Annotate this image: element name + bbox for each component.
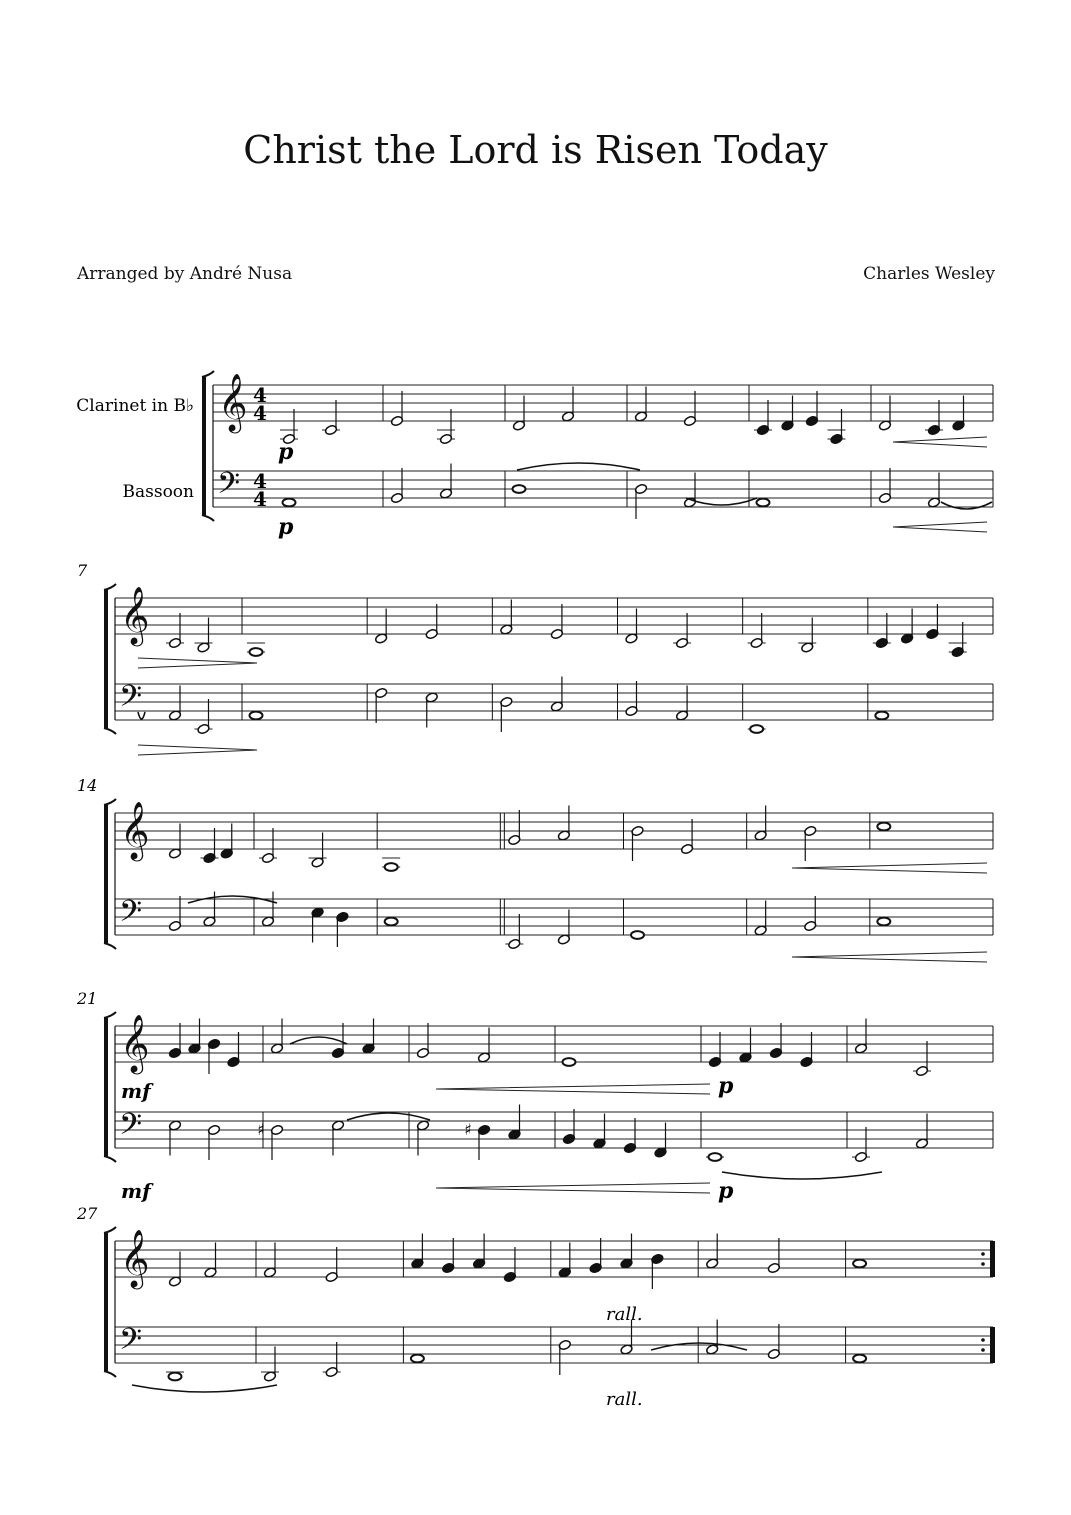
treble-clef: 𝄞 — [218, 373, 248, 431]
repeat-dot — [981, 1338, 985, 1342]
note — [464, 1120, 491, 1160]
bracket-top-curl — [104, 1227, 116, 1233]
notehead — [283, 499, 296, 507]
note — [558, 1339, 571, 1375]
note — [425, 692, 438, 728]
crescendo-hairpin — [893, 437, 987, 447]
treble-clef: 𝄞 — [120, 586, 150, 644]
crescendo-hairpin — [436, 1084, 710, 1094]
decrescendo-hairpin — [138, 745, 257, 755]
note — [500, 696, 513, 732]
note — [168, 1120, 181, 1156]
note — [508, 810, 521, 846]
time-signature-beats: 4 — [253, 383, 267, 407]
note — [416, 1120, 429, 1156]
final-barline — [990, 1327, 995, 1363]
note — [207, 1038, 220, 1074]
note — [680, 819, 693, 855]
bass-clef: 𝄢 — [119, 1323, 143, 1364]
note — [513, 485, 526, 493]
tie — [290, 1037, 347, 1044]
note — [675, 686, 688, 722]
note — [927, 473, 940, 509]
note — [382, 858, 400, 871]
note — [166, 1372, 184, 1380]
note — [625, 681, 638, 717]
instrument-label-upper: Clarinet in B♭ — [76, 396, 194, 416]
measure-number: 14 — [77, 776, 98, 795]
note — [589, 1238, 602, 1274]
tie — [651, 1343, 747, 1350]
note — [385, 918, 398, 926]
note — [550, 677, 563, 713]
note — [706, 1320, 719, 1356]
system — [76, 989, 993, 1163]
note — [767, 1324, 780, 1360]
note — [375, 687, 388, 723]
note — [220, 824, 233, 860]
notehead — [411, 1355, 424, 1363]
page-title: Christ the Lord is Risen Today — [243, 128, 828, 172]
note — [852, 1127, 870, 1163]
note — [754, 901, 767, 937]
note — [261, 1347, 279, 1383]
dynamic-mf: mf — [121, 1179, 151, 1203]
note — [593, 1114, 606, 1150]
note — [411, 1234, 424, 1270]
note — [769, 1023, 782, 1059]
rallentando-text: rall. — [606, 1389, 643, 1410]
note — [804, 896, 817, 932]
note — [634, 483, 647, 519]
system — [77, 561, 993, 735]
note — [325, 1247, 338, 1283]
note — [878, 396, 891, 432]
note — [477, 1028, 490, 1064]
note — [798, 618, 816, 654]
note — [416, 1023, 429, 1059]
note — [442, 1238, 455, 1274]
note — [508, 1105, 521, 1141]
time-signature-unit: 4 — [253, 401, 267, 425]
dynamic-p: p — [718, 1073, 734, 1099]
final-barline — [990, 1241, 995, 1277]
bracket-bottom-curl — [104, 1371, 116, 1377]
note — [227, 1032, 240, 1068]
system — [77, 776, 993, 950]
notehead — [385, 918, 398, 926]
note — [804, 825, 817, 861]
treble-clef: 𝄞 — [120, 1229, 150, 1287]
system — [76, 1204, 995, 1382]
bracket-top-curl — [202, 371, 214, 377]
bracket-bottom-curl — [104, 1156, 116, 1162]
tie — [941, 502, 992, 509]
note — [926, 604, 939, 640]
note — [247, 643, 265, 656]
note — [557, 910, 570, 946]
note — [505, 914, 523, 950]
note — [336, 911, 349, 947]
note — [557, 806, 570, 842]
note — [651, 1253, 664, 1289]
note — [425, 604, 438, 640]
note — [562, 1109, 575, 1145]
note — [331, 1120, 344, 1156]
repeat-dot — [981, 1252, 985, 1256]
decrescendo-hairpin — [138, 658, 257, 668]
note — [754, 400, 772, 436]
note — [767, 1238, 780, 1274]
note — [654, 1123, 667, 1159]
note — [706, 1234, 719, 1270]
rallentando-text: rall. — [606, 1304, 643, 1325]
note — [259, 828, 277, 864]
note — [207, 1124, 220, 1160]
note — [362, 1019, 375, 1055]
note — [195, 618, 213, 654]
measure-number: 7 — [77, 561, 88, 580]
composer-credit: Charles Wesley — [863, 264, 995, 284]
note — [168, 686, 181, 722]
note — [913, 1041, 931, 1077]
note — [257, 1120, 284, 1160]
note — [311, 907, 324, 943]
note — [706, 1153, 724, 1161]
note — [168, 1252, 181, 1288]
note — [550, 604, 563, 640]
note — [683, 391, 696, 427]
note — [283, 499, 296, 507]
notehead — [169, 1373, 182, 1381]
note — [439, 464, 452, 500]
note — [925, 400, 943, 436]
notehead — [877, 823, 890, 831]
note — [411, 1355, 424, 1363]
note — [748, 613, 766, 649]
notehead — [877, 918, 890, 926]
bass-clef: 𝄢 — [119, 895, 143, 936]
notehead — [875, 712, 888, 720]
note — [708, 1032, 721, 1068]
tie — [686, 498, 757, 505]
arranger-credit: Arranged by André Nusa — [77, 264, 293, 284]
time-signature-unit: 4 — [253, 487, 267, 511]
crescendo-hairpin — [792, 863, 987, 873]
tie — [347, 1113, 430, 1120]
note — [631, 931, 644, 939]
note — [168, 824, 181, 860]
notehead — [757, 499, 770, 507]
system — [202, 371, 993, 521]
note — [949, 622, 967, 658]
note — [877, 823, 890, 831]
notehead — [563, 1058, 576, 1066]
repeat-dot — [981, 1262, 985, 1266]
note — [757, 499, 770, 507]
notehead — [250, 712, 263, 720]
time-signature-beats: 4 — [253, 469, 267, 493]
treble-clef: 𝄞 — [120, 801, 150, 859]
note — [168, 1023, 181, 1059]
note — [558, 1243, 571, 1279]
sharp-accidental: ♯ — [464, 1120, 472, 1139]
notehead — [250, 648, 263, 656]
note — [270, 1019, 283, 1055]
note — [503, 1247, 516, 1283]
note — [375, 609, 388, 645]
note — [188, 1019, 201, 1055]
note — [500, 600, 513, 636]
instrument-label-lower: Bassoon — [122, 482, 194, 502]
note — [853, 1355, 866, 1363]
notehead — [750, 725, 763, 733]
note — [166, 613, 184, 649]
note — [875, 712, 888, 720]
note — [561, 387, 574, 423]
note — [437, 409, 455, 445]
treble-clef: 𝄞 — [120, 1014, 150, 1072]
note — [390, 391, 403, 427]
notehead — [385, 863, 398, 871]
bracket-top-curl — [104, 1012, 116, 1018]
note — [739, 1028, 752, 1064]
note — [250, 712, 263, 720]
dynamic-p: p — [718, 1178, 734, 1204]
note — [915, 1114, 928, 1150]
sharp-accidental: ♯ — [257, 1120, 265, 1139]
bass-clef: 𝄢 — [119, 1108, 143, 1149]
notehead — [853, 1355, 866, 1363]
note — [620, 1234, 633, 1270]
note — [472, 1234, 485, 1270]
note — [322, 400, 340, 436]
note — [512, 396, 525, 432]
crescendo-hairpin — [792, 952, 987, 962]
note — [683, 473, 696, 509]
note — [853, 1260, 866, 1268]
note — [168, 896, 181, 932]
note — [748, 725, 766, 733]
bass-clef: 𝄢 — [119, 680, 143, 721]
dynamic-p: p — [278, 514, 294, 540]
note — [828, 409, 846, 445]
note — [201, 828, 219, 864]
note — [873, 613, 891, 649]
crescendo-hairpin — [436, 1183, 710, 1193]
notehead — [853, 1260, 866, 1268]
bracket-top-curl — [104, 799, 116, 805]
note — [754, 806, 767, 842]
crescendo-hairpin — [893, 522, 987, 532]
measure-number: 27 — [77, 1204, 98, 1223]
bass-clef: 𝄢 — [217, 467, 241, 508]
measure-number: 21 — [77, 989, 98, 1008]
note — [900, 609, 913, 645]
note — [195, 699, 213, 735]
note — [781, 396, 794, 432]
note — [563, 1058, 576, 1066]
note — [261, 892, 274, 928]
dynamic-mf: mf — [121, 1079, 151, 1103]
bracket-bottom-curl — [202, 515, 214, 521]
note — [625, 609, 638, 645]
note — [800, 1032, 813, 1068]
bracket-bottom-curl — [104, 728, 116, 734]
note — [623, 1118, 636, 1154]
note — [878, 468, 891, 504]
note — [323, 1342, 341, 1378]
notehead — [631, 931, 644, 939]
note — [309, 833, 327, 869]
note — [634, 387, 647, 423]
note — [673, 613, 691, 649]
note — [854, 1019, 867, 1055]
notehead — [709, 1153, 722, 1161]
bracket-bottom-curl — [104, 943, 116, 949]
note — [263, 1243, 276, 1279]
note — [631, 825, 644, 861]
repeat-dot — [981, 1348, 985, 1352]
bracket-top-curl — [104, 584, 116, 590]
notehead — [513, 485, 526, 493]
note — [390, 468, 403, 504]
note — [805, 391, 818, 427]
note — [952, 396, 965, 432]
tie — [517, 463, 640, 470]
note — [204, 1243, 217, 1279]
tie — [132, 1385, 277, 1392]
note — [877, 918, 890, 926]
tie — [722, 1172, 882, 1179]
dynamic-p: p — [278, 439, 294, 465]
